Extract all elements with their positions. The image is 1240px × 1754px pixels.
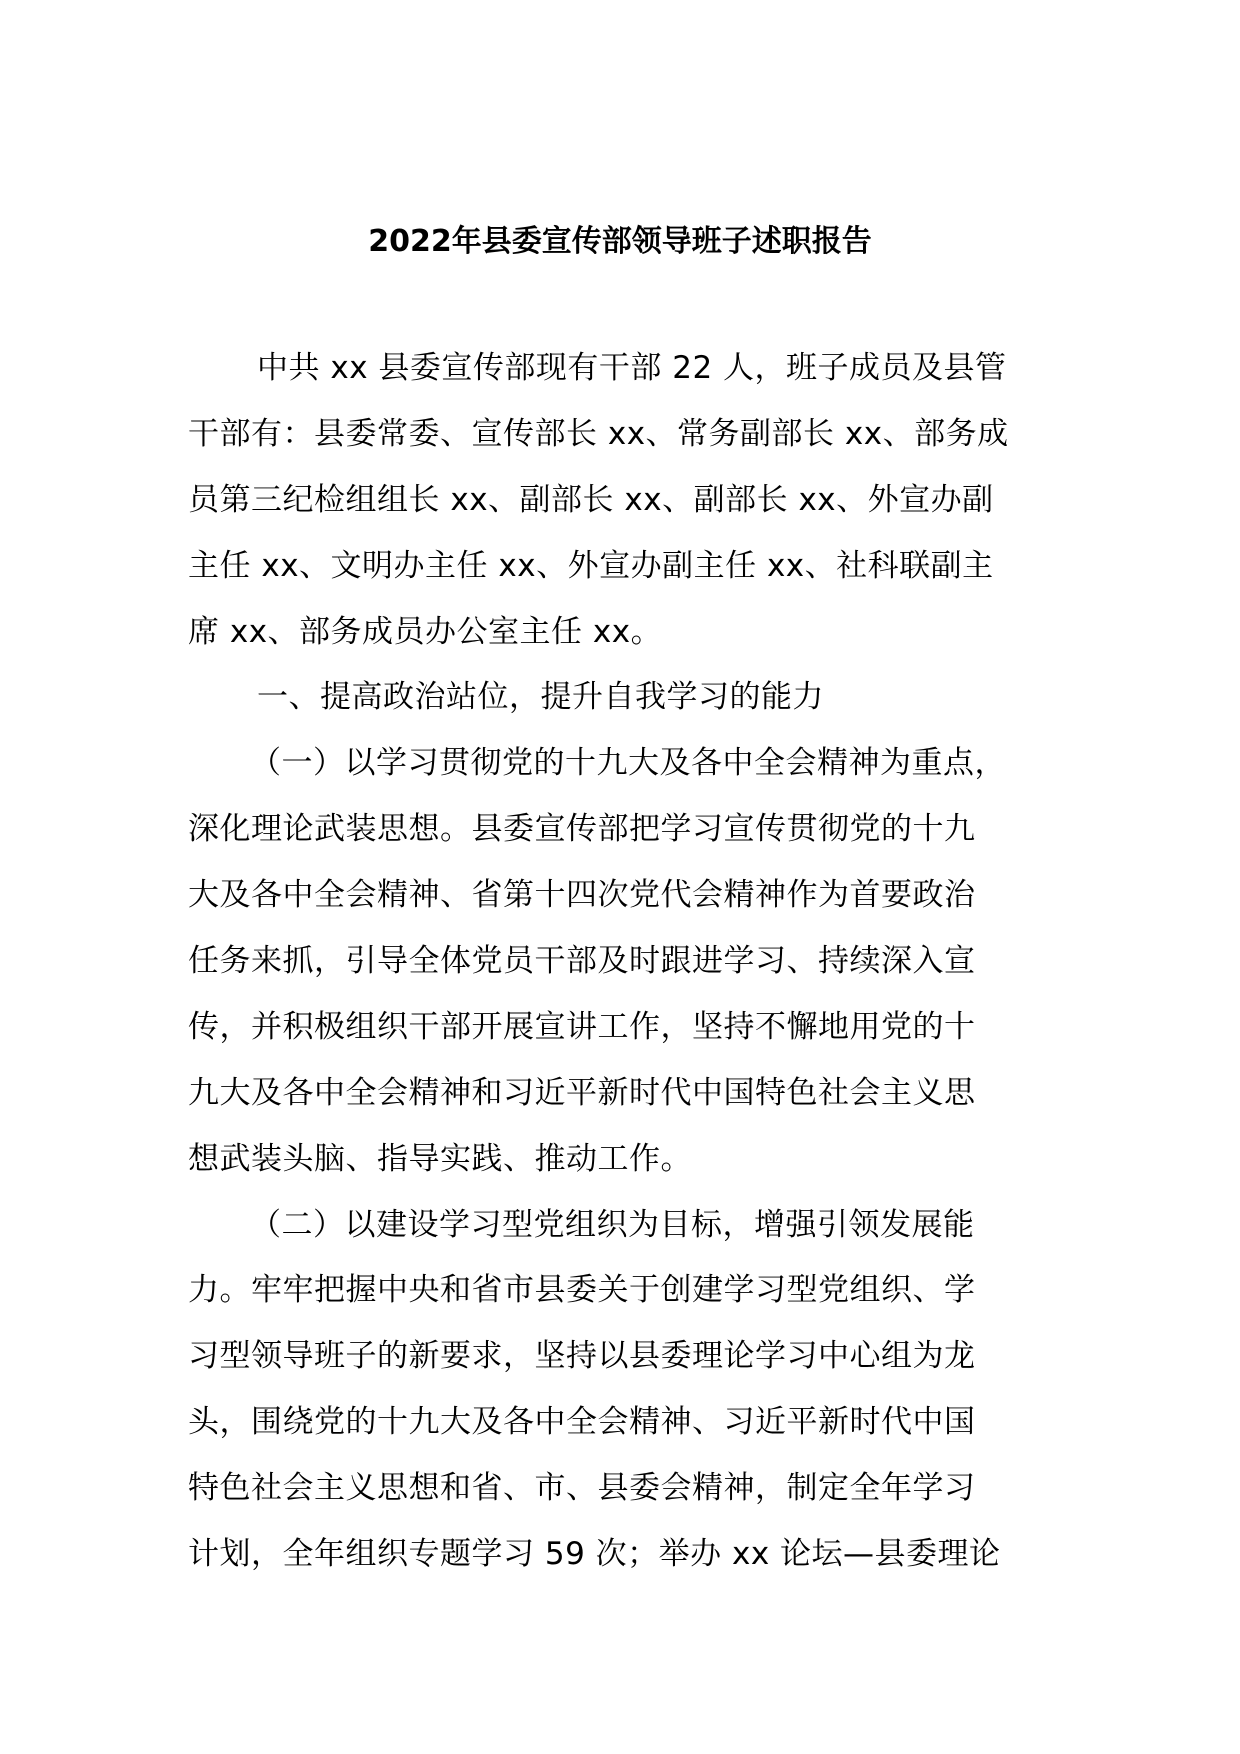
- paragraph-2-line: 计划，全年组织专题学习 59 次；举办 xx 论坛—县委理论: [188, 1536, 1001, 1573]
- paragraph-intro-line: 干部有：县委常委、宣传部长 xx、常务副部长 xx、部务成: [188, 415, 1009, 452]
- paragraph-2-line: 习型领导班子的新要求，坚持以县委理论学习中心组为龙: [188, 1338, 976, 1375]
- paragraph-intro-line: 员第三纪检组组长 xx、副部长 xx、副部长 xx、外宣办副: [188, 481, 994, 518]
- paragraph-1-line: 大及各中全会精神、省第十四次党代会精神作为首要政治: [188, 877, 976, 914]
- paragraph-2-line: 特色社会主义思想和省、市、县委会精神，制定全年学习: [188, 1470, 976, 1507]
- subsection-heading-2: （二）以建设学习型党组织为目标，增强引领发展能: [250, 1206, 975, 1243]
- document-body: [188, 344, 1058, 1596]
- paragraph-intro-line: 中共 xx 县委宣传部现有干部 22 人，班子成员及县管: [257, 350, 1007, 386]
- paragraph-1-line: 传，并积极组织干部开展宣讲工作，坚持不懈地用党的十: [188, 1008, 976, 1045]
- paragraph-2-line: 力。牢牢把握中央和省市县委关于创建学习型党组织、学: [188, 1272, 976, 1309]
- paragraph-intro-line: 席 xx、部务成员办公室主任 xx。: [188, 613, 663, 650]
- section-heading-1: 一、提高政治站位，提升自我学习的能力: [257, 679, 824, 716]
- paragraph-1-line: 九大及各中全会精神和习近平新时代中国特色社会主义思: [188, 1074, 976, 1111]
- document-title: 2022年县委宣传部领导班子述职报告: [368, 224, 872, 259]
- paragraph-2-line: 头，围绕党的十九大及各中全会精神、习近平新时代中国: [188, 1404, 976, 1441]
- paragraph-intro-line: 主任 xx、文明办主任 xx、外宣办副主任 xx、社科联副主: [188, 547, 994, 584]
- paragraph-1-line: 任务来抓，引导全体党员干部及时跟进学习、持续深入宣: [188, 943, 976, 980]
- paragraph-1-line: 深化理论武装思想。县委宣传部把学习宣传贯彻党的十九: [188, 811, 976, 848]
- paragraph-1-line: 想武装头脑、指导实践、推动工作。: [188, 1140, 692, 1177]
- subsection-heading-1: （一）以学习贯彻党的十九大及各中全会精神为重点，: [250, 745, 1006, 782]
